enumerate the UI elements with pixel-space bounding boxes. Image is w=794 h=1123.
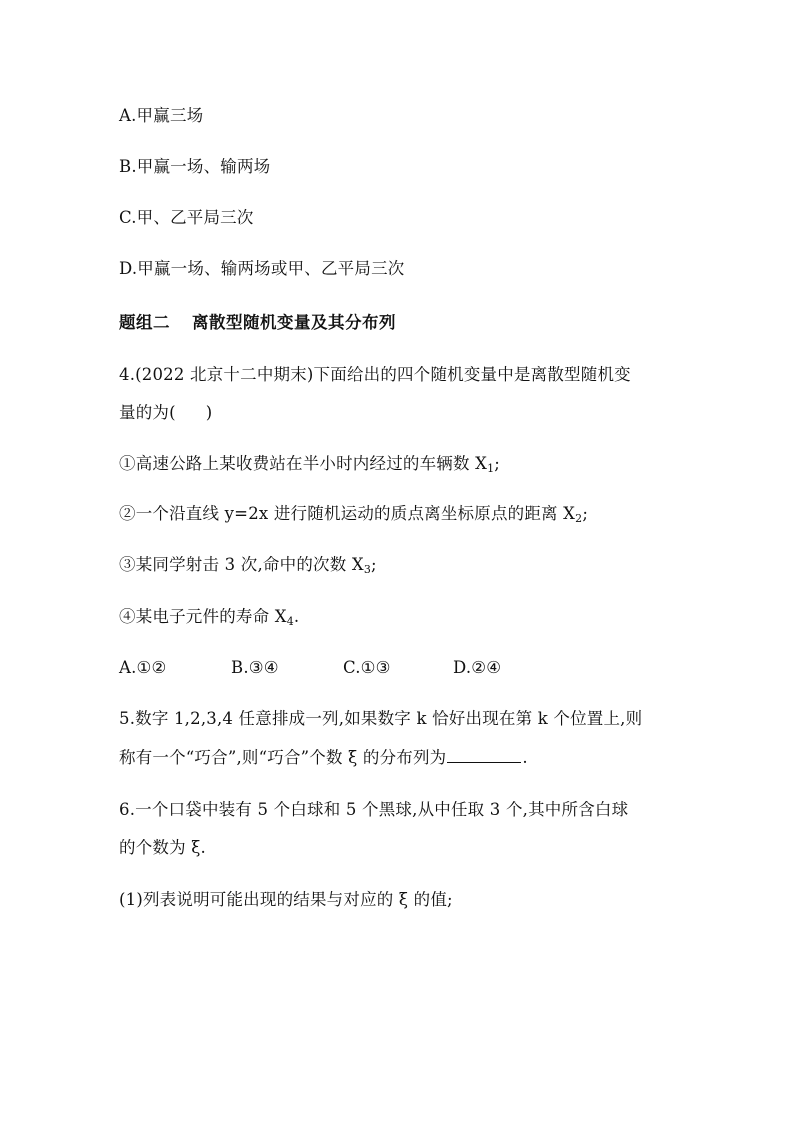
q4-item-1-text: ①高速公路上某收费站在半小时内经过的车辆数 X	[119, 454, 488, 473]
choice-b[interactable]: B.③④	[231, 658, 279, 677]
q4-item-2-subscript: 2	[575, 512, 583, 525]
q4-stem-text-1: 4.(2022 北京十二中期末)下面给出的四个随机变量中是离散型随机变	[119, 365, 631, 384]
q4-stem-text-2: 量的为(	[119, 403, 176, 422]
q4-item-4-text: ④某电子元件的寿命 X	[119, 607, 287, 626]
question-4-choices	[119, 656, 501, 680]
option-a	[119, 104, 203, 128]
q4-item-3-text: ③某同学射击 3 次,命中的次数 X	[119, 555, 364, 574]
option-c	[119, 206, 254, 230]
question-6-part-1	[119, 888, 453, 912]
q4-item-4-end: .	[293, 607, 300, 626]
question-5-line1	[119, 707, 642, 731]
option-d-text: D.甲赢一场、输两场或甲、乙平局三次	[119, 259, 405, 278]
q6-text-1: 6.一个口袋中装有 5 个白球和 5 个黑球,从中任取 3 个,其中所含白球	[119, 800, 629, 819]
section-label: 题组二	[119, 313, 170, 332]
option-b-text: B.甲赢一场、输两场	[119, 157, 271, 176]
question-4-stem-line1	[119, 363, 631, 387]
question-4-item-1	[119, 452, 500, 476]
q4-item-1-subscript: 1	[487, 462, 495, 475]
q4-close-paren: )	[205, 403, 213, 422]
option-b	[119, 155, 270, 179]
q4-item-1-end: ;	[494, 454, 501, 473]
q4-item-2-end: ;	[582, 504, 589, 523]
q4-item-3-subscript: 3	[363, 563, 372, 576]
fill-in-blank[interactable]	[447, 746, 521, 763]
q5-text-2: 称有一个“巧合”,则“巧合”个数 ξ 的分布列为	[119, 748, 447, 767]
question-5-line2	[119, 746, 528, 770]
question-6-line2	[119, 836, 206, 860]
q5-end: .	[522, 748, 528, 767]
choice-d[interactable]: D.②④	[453, 658, 502, 677]
option-c-text: C.甲、乙平局三次	[119, 208, 254, 227]
option-d	[119, 257, 405, 281]
question-4-item-4	[119, 605, 299, 629]
option-a-text: A.甲赢三场	[119, 106, 204, 125]
q6-part-1-text: (1)列表说明可能出现的结果与对应的 ξ 的值;	[119, 890, 453, 909]
section-title: 离散型随机变量及其分布列	[192, 313, 396, 332]
q4-item-3-end: ;	[371, 555, 377, 574]
q4-item-2-text: ②一个沿直线 y=2x 进行随机运动的质点离坐标原点的距离 X	[119, 504, 576, 523]
q4-item-4-subscript: 4	[286, 615, 294, 628]
question-4-item-2	[119, 502, 588, 526]
choice-c[interactable]: C.①③	[343, 658, 391, 677]
question-4-stem-line2	[119, 401, 212, 425]
section-heading	[119, 311, 396, 335]
question-6-line1	[119, 798, 628, 822]
q6-text-2: 的个数为 ξ.	[119, 838, 206, 857]
choice-a[interactable]: A.①②	[119, 658, 167, 677]
q5-text-1: 5.数字 1,2,3,4 任意排成一列,如果数字 k 恰好出现在第 k 个位置上,则	[119, 709, 643, 728]
question-4-item-3	[119, 553, 377, 577]
